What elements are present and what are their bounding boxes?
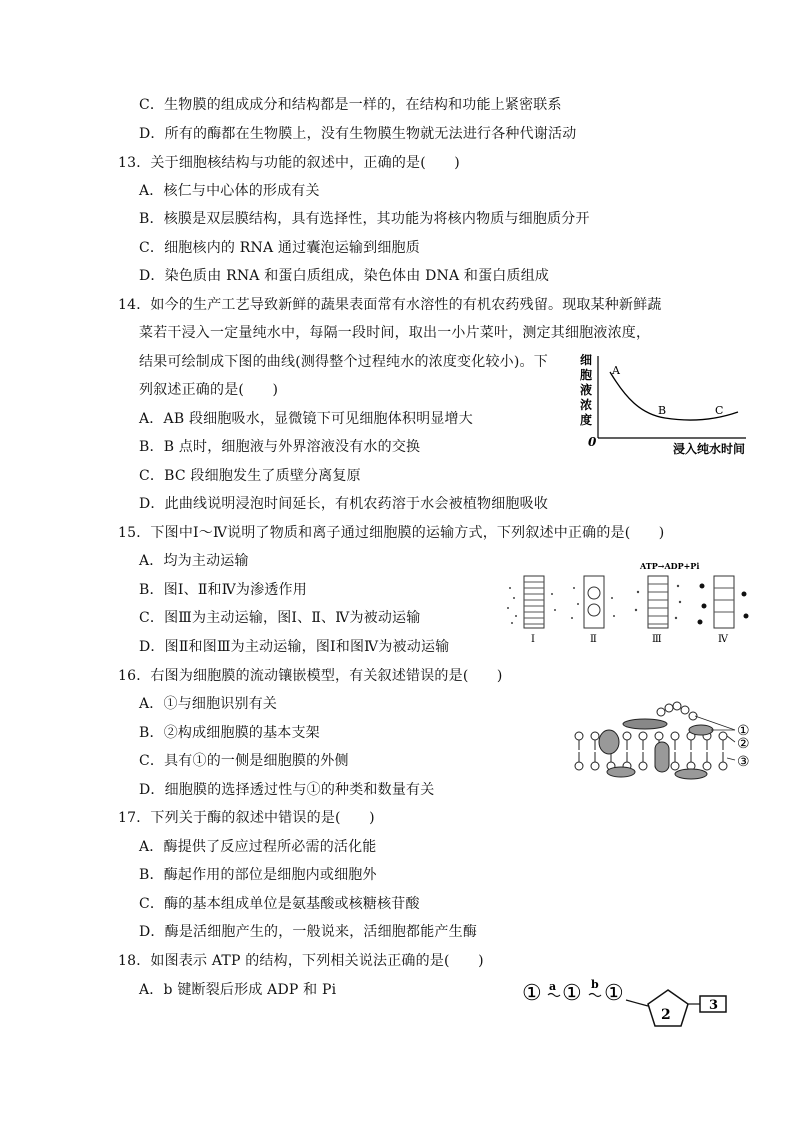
q15-transport-figure [500, 558, 750, 648]
q13-option-a: A．核仁与中心体的形成有关 [139, 183, 320, 199]
q16-label-3: ③ [737, 754, 750, 770]
question-14-line-4: 列叙述正确的是( ) [139, 382, 279, 398]
q17-option-b: B．酶起作用的部位是细胞内或细胞外 [139, 867, 377, 883]
q18-phosphate-1: ① [522, 981, 542, 1006]
q16-lipid-bilayer [575, 732, 727, 770]
q18-link-line [626, 1000, 648, 1006]
q14-curve-figure [570, 352, 750, 457]
q14-option-b: B．B 点时，细胞液与外界溶液没有水的交换 [139, 439, 421, 455]
q18-bond-a-mark [548, 994, 560, 997]
q16-option-c: C．具有①的一侧是细胞膜的外侧 [139, 753, 349, 769]
q12-option-d: D．所有的酶都在生物膜上，没有生物膜生物就无法进行各种代谢活动 [139, 126, 577, 142]
q18-bond-a: a [549, 980, 557, 993]
q15-option-a: A．均为主动运输 [139, 553, 249, 569]
q14-option-a: A．AB 段细胞吸水，显微镜下可见细胞体积明显增大 [139, 411, 473, 427]
q18-phosphate-2: ① [562, 981, 582, 1006]
svg-text:胞: 胞 [580, 368, 593, 382]
question-14-line-3: 结果可绘制成下图的曲线(测得整个过程纯水的浓度变化较小)。下 [139, 354, 548, 370]
q18-ribose-label: 2 [661, 1007, 671, 1023]
q16-pointer-lines [695, 716, 735, 760]
svg-text:度: 度 [580, 413, 593, 427]
svg-text:Ⅲ: Ⅲ [652, 634, 662, 645]
q14-point-c: C [715, 404, 724, 417]
q13-option-b: B．核膜是双层膜结构，具有选择性，其功能为将核内物质与细胞质分开 [139, 211, 590, 227]
q18-base-label: 3 [709, 998, 719, 1013]
q17-option-d: D．酶是活细胞产生的，一般说来，活细胞都能产生酶 [139, 924, 478, 940]
q12-option-c: C．生物膜的组成成分和结构都是一样的，在结构和功能上紧密联系 [139, 97, 562, 113]
question-16: 16．右图为细胞膜的流动镶嵌模型，有关叙述错误的是( ) [118, 668, 503, 684]
q16-label-1: ① [737, 723, 750, 739]
svg-text:Ⅰ: Ⅰ [531, 634, 535, 645]
q15-panel-2 [571, 576, 615, 645]
q14-point-b: B [658, 404, 667, 417]
q18-bond-b-mark [589, 994, 601, 997]
q15-atp-label: ATP→ADP+Pi [640, 561, 700, 571]
question-13: 13．关于细胞核结构与功能的叙述中，正确的是( ) [118, 155, 460, 171]
q16-label-2: ② [737, 736, 750, 752]
q15-option-b: B．图Ⅰ、Ⅱ和Ⅳ为渗透作用 [139, 582, 307, 598]
svg-text:液: 液 [580, 383, 593, 397]
svg-text:Ⅳ: Ⅳ [718, 634, 728, 645]
q16-option-d: D．细胞膜的选择透过性与①的种类和数量有关 [139, 782, 435, 798]
question-17: 17．下列关于酶的叙述中错误的是( ) [118, 810, 375, 826]
q14-x-axis-label: 浸入纯水时间 [673, 442, 746, 456]
q14-y-axis-label [580, 352, 592, 427]
question-14: 14．如今的生产工艺导致新鲜的蔬果表面常有水溶性的有机农药残留。现取某种新鲜蔬 [118, 297, 662, 313]
q15-option-d: D．图Ⅱ和图Ⅲ为主动运输，图Ⅰ和图Ⅳ为被动运输 [139, 639, 450, 655]
q15-panel-3 [635, 576, 681, 645]
question-18: 18．如图表示 ATP 的结构，下列相关说法正确的是( ) [118, 953, 484, 969]
question-15: 15．下图中Ⅰ～Ⅳ说明了物质和离子通过细胞膜的运输方式，下列叙述中正确的是( ) [118, 525, 665, 541]
q18-phosphate-3: ① [604, 981, 624, 1006]
svg-text:细: 细 [580, 353, 593, 367]
q18-atp-figure [518, 976, 733, 1032]
q13-option-c: C．细胞核内的 RNA 通过囊泡运输到细胞质 [139, 240, 420, 256]
q16-membrane-figure [565, 690, 780, 785]
q13-option-d: D．染色质由 RNA 和蛋白质组成，染色体由 DNA 和蛋白质组成 [139, 268, 550, 284]
q14-origin: 0 [588, 435, 597, 449]
q14-option-c: C．BC 段细胞发生了质壁分离复原 [139, 468, 361, 484]
q17-option-a: A．酶提供了反应过程所必需的活化能 [139, 839, 377, 855]
q16-glycoprotein [623, 702, 697, 729]
q14-option-d: D．此曲线说明浸泡时间延长，有机农药溶于水会被植物细胞吸收 [139, 496, 549, 512]
q15-panel-1 [507, 576, 556, 645]
q18-bond-b: b [591, 978, 599, 991]
q14-point-a: A [612, 364, 620, 377]
q18-option-a: A．b 键断裂后形成 ADP 和 Pi [139, 982, 337, 998]
q17-option-c: C．酶的基本组成单位是氨基酸或核糖核苷酸 [139, 896, 420, 912]
q16-option-a: A．①与细胞识别有关 [139, 696, 278, 712]
q15-option-c: C．图Ⅲ为主动运输，图Ⅰ、Ⅱ、Ⅳ为被动运输 [139, 610, 421, 626]
q16-option-b: B．②构成细胞膜的基本支架 [139, 725, 320, 741]
question-14-line-2: 菜若干浸入一定量纯水中，每隔一段时间，取出一小片菜叶，测定其细胞液浓度， [139, 325, 651, 341]
svg-text:浓: 浓 [580, 398, 593, 412]
svg-text:Ⅱ: Ⅱ [590, 634, 597, 645]
q15-panel-4 [698, 576, 749, 645]
